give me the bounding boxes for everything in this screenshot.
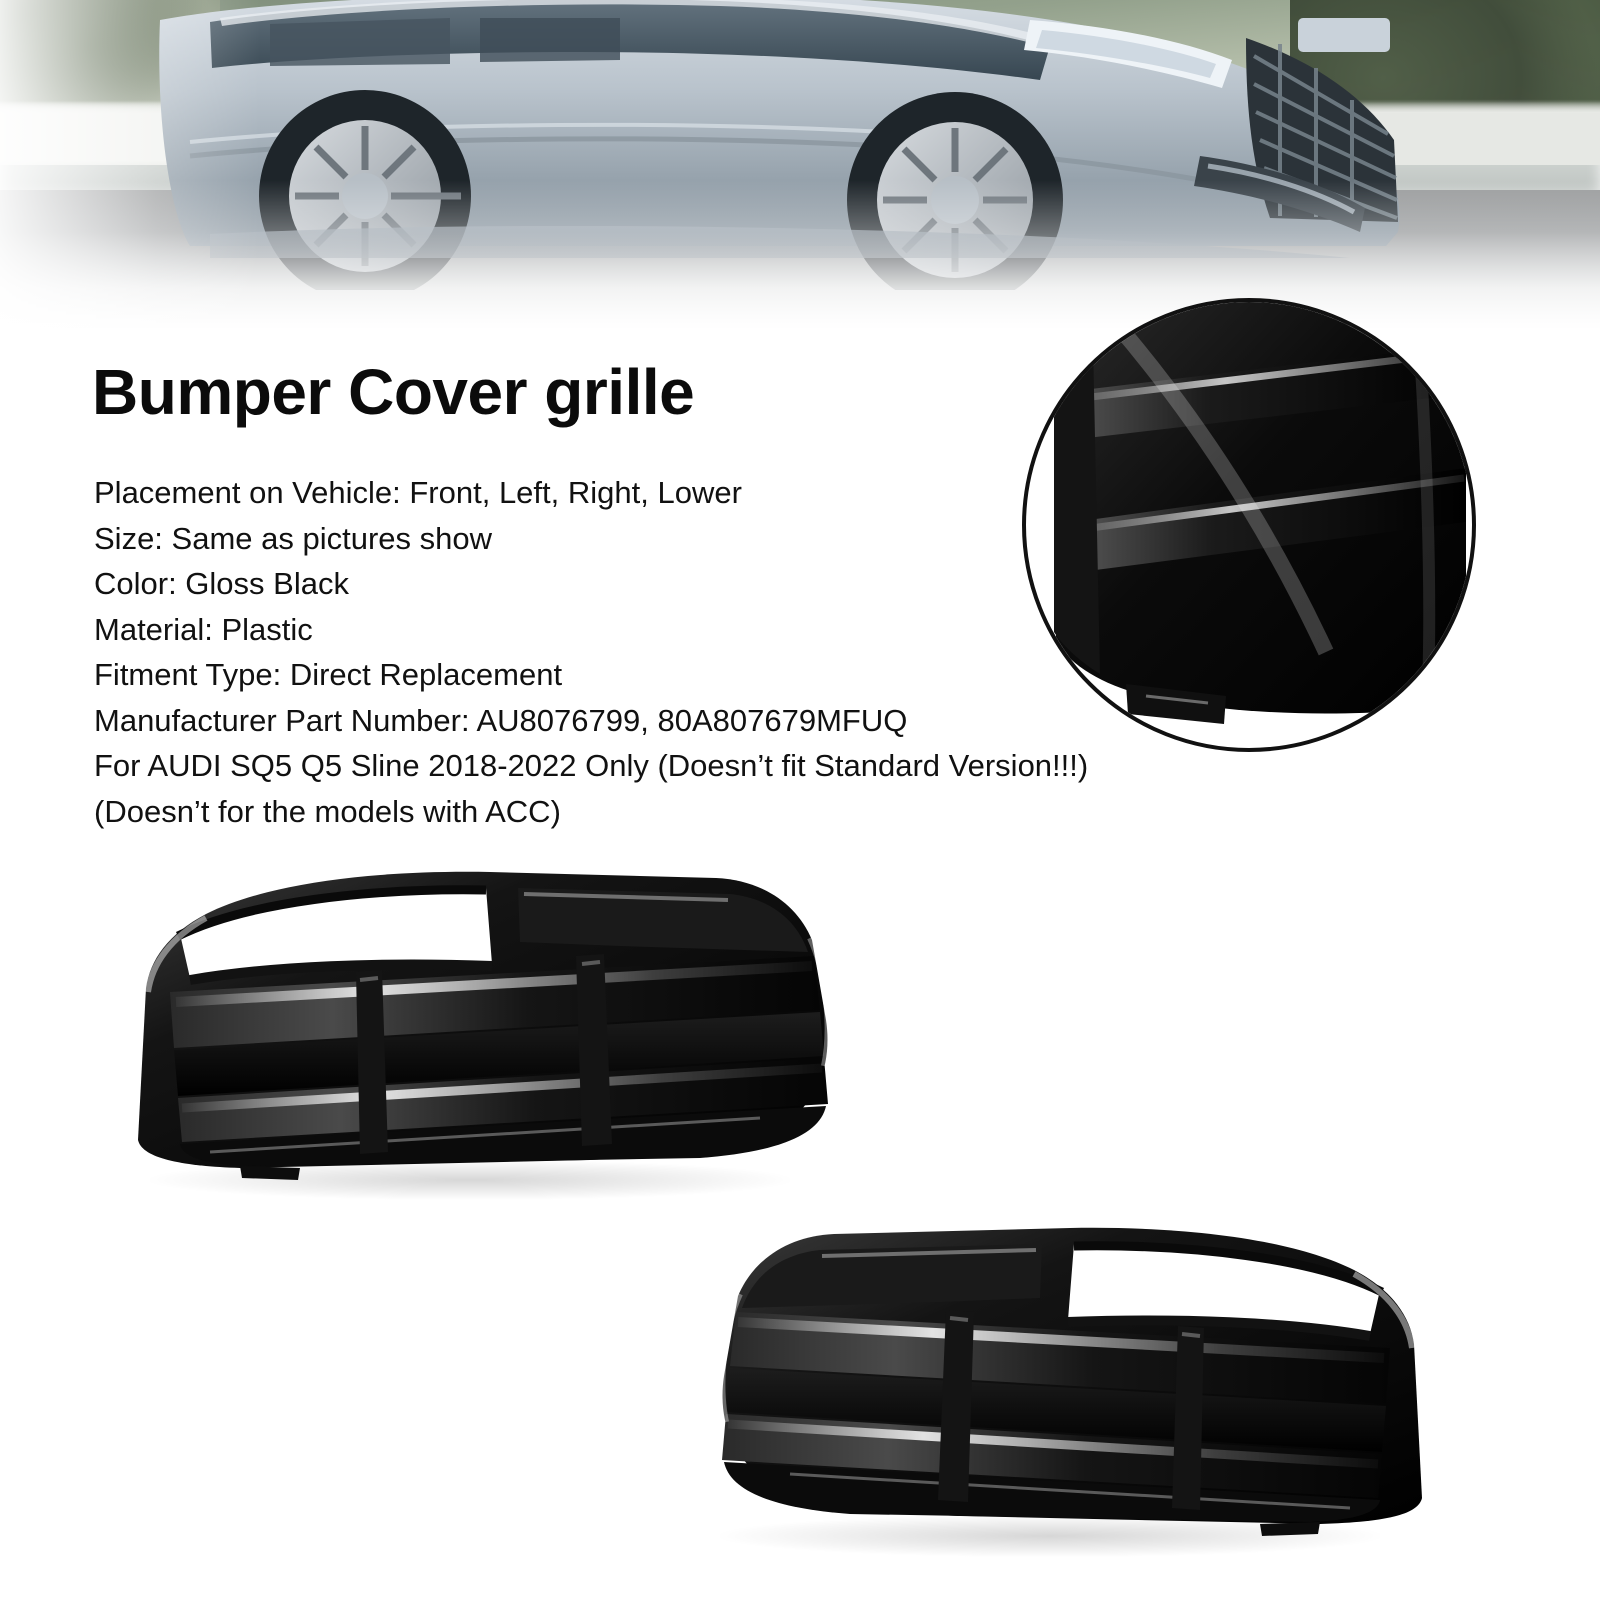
spec-acc-note: (Doesn’t for the models with ACC) (94, 793, 561, 829)
product-photo-left (120, 860, 860, 1190)
spec-material: Material: Plastic (94, 611, 313, 647)
page-title: Bumper Cover grille (92, 356, 695, 428)
spec-fitment-type: Fitment Type: Direct Replacement (94, 657, 563, 692)
grille-detail-illustration (1022, 298, 1476, 752)
detail-closeup-inset (1022, 298, 1476, 752)
hero-left-fade (0, 0, 260, 330)
spec-size: Size: Same as pictures show (94, 520, 493, 556)
spec-placement: Placement on Vehicle: Front, Left, Right, Lower (94, 475, 742, 510)
hero-vehicle-photo (0, 0, 1600, 330)
product-photo-right (680, 1210, 1440, 1550)
spec-compatibility: For AUDI SQ5 Q5 Sline 2018-2022 Only (Doesn’t fit Standard Version!!!) (94, 748, 1089, 783)
spec-part-number: Manufacturer Part Number: AU8076799, 80A807679MFUQ (94, 702, 908, 738)
spec-color: Color: Gloss Black (94, 566, 349, 601)
